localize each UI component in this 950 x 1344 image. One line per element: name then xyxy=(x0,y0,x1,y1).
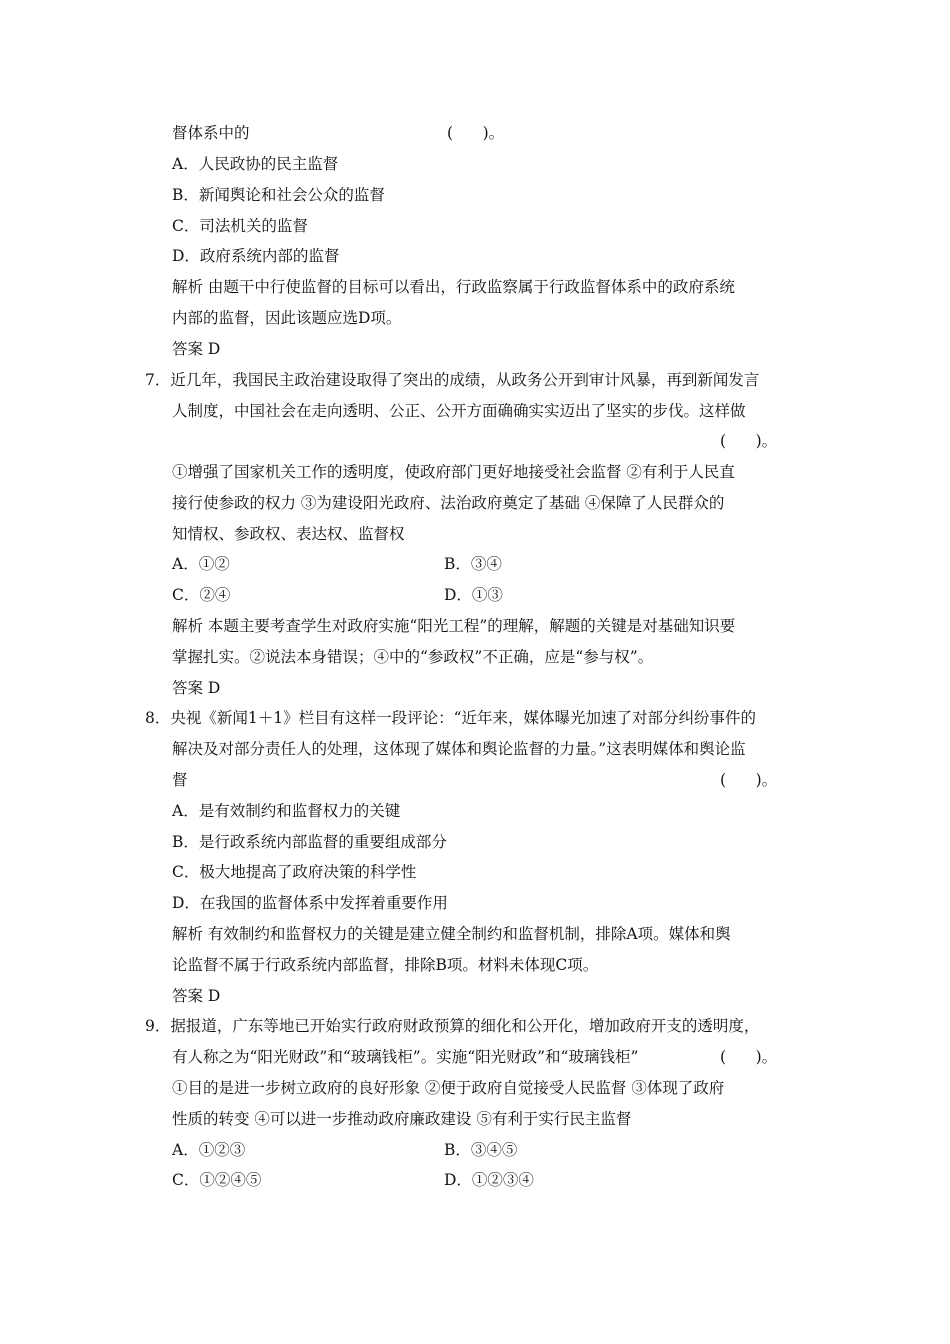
q7-statement-line-1: ①增强了国家机关工作的透明度，使政府部门更好地接受社会监督 ②有利于人民直 xyxy=(172,463,735,481)
q8-option-d: D．在我国的监督体系中发挥着重要作用 xyxy=(172,894,448,912)
q6-option-a: A．人民政协的民主监督 xyxy=(172,155,339,173)
q7-option-b: B．③④ xyxy=(444,555,502,573)
q6-option-d: D．政府系统内部的监督 xyxy=(172,247,340,265)
q8-option-a: A．是有效制约和监督权力的关键 xyxy=(172,802,401,820)
q6-answer-paren: ( )。 xyxy=(447,124,505,142)
q7-statement-line-3: 知情权、参政权、表达权、监督权 xyxy=(172,525,405,543)
q6-option-c: C．司法机关的监督 xyxy=(172,217,308,235)
q7-answer: 答案 D xyxy=(172,679,221,697)
q6-analysis-line-2: 内部的监督，因此该题应选D项。 xyxy=(172,309,402,327)
q7-option-a: A．①② xyxy=(172,555,230,573)
q9-answer-paren: ( )。 xyxy=(720,1048,778,1066)
q9-stem-line-2: 有人称之为“阳光财政”和“玻璃钱柜”。实施“阳光财政”和“玻璃钱柜” xyxy=(172,1048,639,1066)
q8-option-b: B．是行政系统内部监督的重要组成部分 xyxy=(172,833,447,851)
q6-stem-tail: 督体系中的 xyxy=(172,124,250,142)
q8-option-c: C．极大地提高了政府决策的科学性 xyxy=(172,863,417,881)
q9-option-d: D．①②③④ xyxy=(444,1171,534,1189)
q7-stem-line-2: 人制度，中国社会在走向透明、公正、公开方面确确实实迈出了坚实的步伐。这样做 xyxy=(172,402,746,420)
q7-answer-paren: ( )。 xyxy=(720,432,778,450)
q8-stem-line-1: 8．央视《新闻1＋1》栏目有这样一段评论：“近年来，媒体曝光加速了对部分纠纷事件的 xyxy=(145,709,757,727)
q9-stem-line-1: 9．据报道，广东等地已开始实行政府财政预算的细化和公开化，增加政府开支的透明度， xyxy=(145,1017,760,1035)
q8-stem-line-2: 解决及对部分责任人的处理，这体现了媒体和舆论监督的力量。”这表明媒体和舆论监 xyxy=(172,740,746,758)
q9-option-c: C．①②④⑤ xyxy=(172,1171,262,1189)
q8-analysis-line-2: 论监督不属于行政系统内部监督，排除B项。材料未体现C项。 xyxy=(172,956,599,974)
q8-answer-paren: ( )。 xyxy=(720,771,778,789)
q9-statement-line-1: ①目的是进一步树立政府的良好形象 ②便于政府自觉接受人民监督 ③体现了政府 xyxy=(172,1079,725,1097)
q9-option-b: B．③④⑤ xyxy=(444,1141,518,1159)
q6-answer: 答案 D xyxy=(172,340,221,358)
q6-analysis-line-1: 解析 由题干中行使监督的目标可以看出，行政监察属于行政监督体系中的政府系统 xyxy=(172,278,735,296)
q7-statement-line-2: 接行使参政的权力 ③为建设阳光政府、法治政府奠定了基础 ④保障了人民群众的 xyxy=(172,494,725,512)
q8-analysis-line-1: 解析 有效制约和监督权力的关键是建立健全制约和监督机制，排除A项。媒体和舆 xyxy=(172,925,731,943)
q7-analysis-line-1: 解析 本题主要考查学生对政府实施“阳光工程”的理解，解题的关键是对基础知识要 xyxy=(172,617,736,635)
q7-option-d: D．①③ xyxy=(444,586,503,604)
q9-option-a: A．①②③ xyxy=(172,1141,246,1159)
q6-option-b: B．新闻舆论和社会公众的监督 xyxy=(172,186,385,204)
q8-stem-line-3: 督 xyxy=(172,771,188,789)
q8-answer: 答案 D xyxy=(172,987,221,1005)
q7-option-c: C．②④ xyxy=(172,586,231,604)
q7-analysis-line-2: 掌握扎实。②说法本身错误；④中的“参政权”不正确，应是“参与权”。 xyxy=(172,648,654,666)
q9-statement-line-2: 性质的转变 ④可以进一步推动政府廉政建设 ⑤有利于实行民主监督 xyxy=(172,1110,632,1128)
q7-stem-line-1: 7．近几年，我国民主政治建设取得了突出的成绩，从政务公开到审计风暴，再到新闻发言 xyxy=(145,371,760,389)
